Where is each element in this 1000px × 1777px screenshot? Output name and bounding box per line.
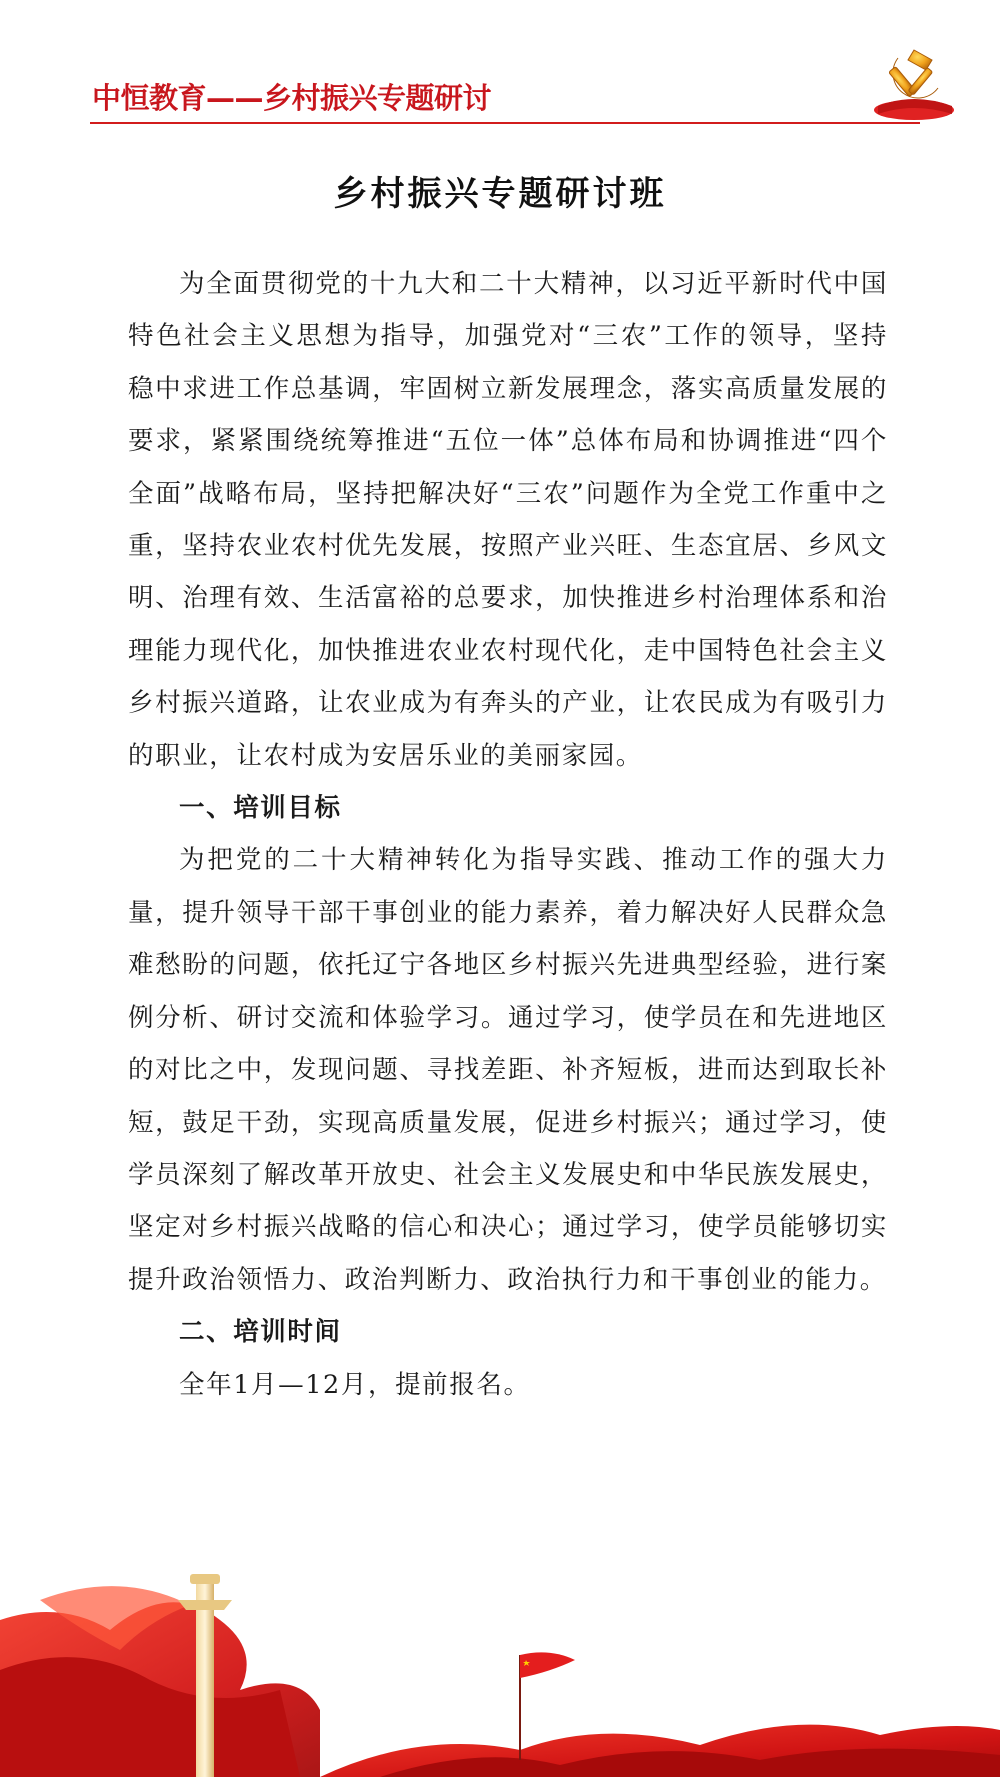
document-body [128,258,888,1411]
intro-paragraph: 为全面贯彻党的十九大和二十大精神，以习近平新时代中国特色社会主义思想为指导，加强党对“三农”工作的领导，坚持稳中求进工作总基调，牢固树立新发展理念，落实高质量发展的要求，紧紧围绕统筹推进“五位一体”总体布局和协调推进“四个全面”战略布局，坚持把解决好“三农”问题作为全党工作重中之重，坚持农业农村优先发展，按照产业兴旺、生态宜居、乡风文明、治理有效、生活富裕的总要求，加快推进乡村治理体系和治理能力现代化，加快推进农业农村现代化，走中国特色社会主义乡村振兴道路，让农业成为有奔头的产业，让农民成为有吸引力的职业，让农村成为安居乐业的美丽家园。 [128,269,888,771]
header-title [92,76,491,117]
header-subtitle: 乡村振兴专题研讨 [263,81,492,115]
party-emblem-icon [868,36,960,122]
header-dash: —— [206,81,264,115]
document-title: 乡村振兴专题研讨班 [333,174,667,214]
page-header [90,74,920,126]
section-heading-goals: 一、培训目标 [179,793,342,824]
header-brand: 中恒教育 [92,81,207,115]
red-flag-banner-art [0,1560,1000,1777]
section-body-goals: 为把党的二十大精神转化为指导实践、推动工作的强大力量，提升领导干部干事创业的能力素养，着力解决好人民群众急难愁盼的问题，依托辽宁各地区乡村振兴先进典型经验，进行案例分析、研讨交流和体验学习。通过学习，使学员在和先进地区的对比之中，发现问题、寻找差距、补齐短板，进而达到取长补短，鼓足干劲，实现高质量发展，促进乡村振兴；通过学习，使学员深刻了解改革开放史、社会主义发展史和中华民族发展史，坚定对乡村振兴战略的信心和决心；通过学习，使学员能够切实提升政治领悟力、政治判断力、政治执行力和干事创业的能力。 [128,845,888,1295]
section-body-time: 全年1月—12月，提前报名。 [179,1369,531,1400]
header-rule [90,122,920,124]
section-heading-time: 二、培训时间 [179,1317,342,1348]
